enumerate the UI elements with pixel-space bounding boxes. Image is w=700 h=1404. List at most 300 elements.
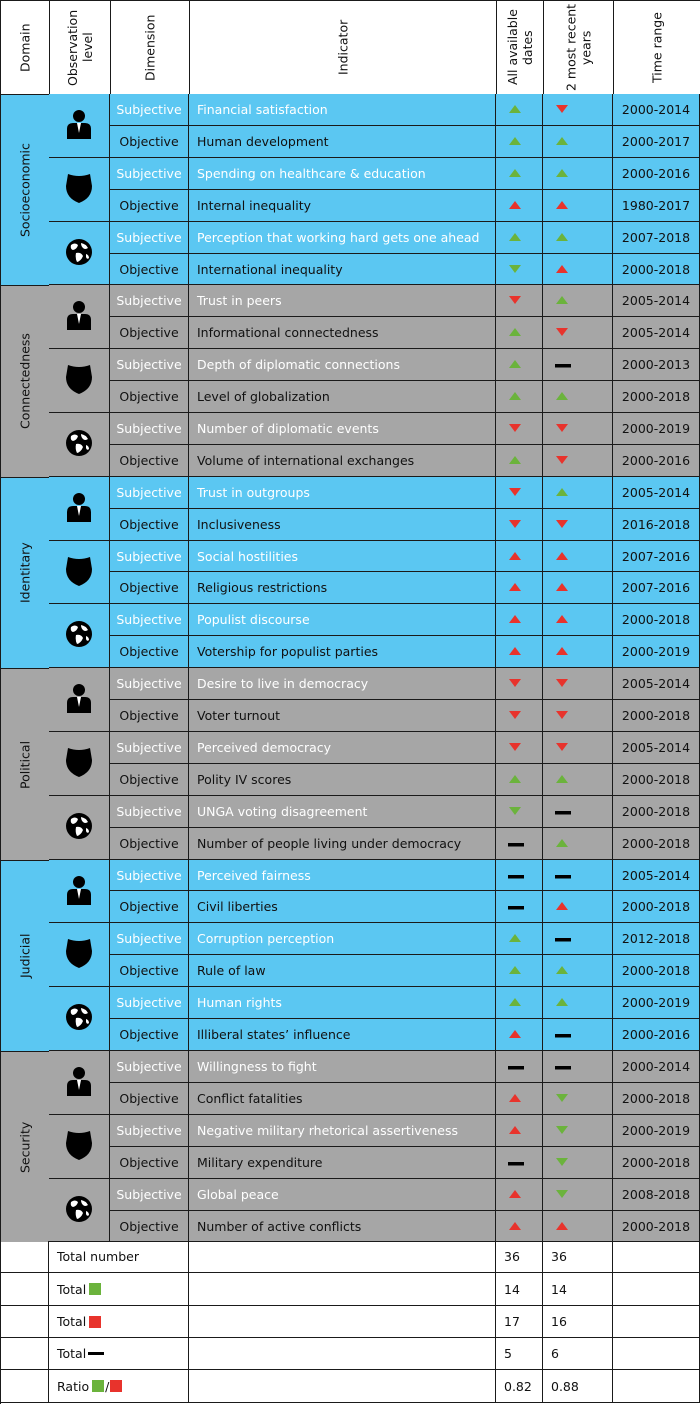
time-range-cell: 2005-2014 — [613, 317, 700, 349]
green-up-arrow-icon — [508, 230, 522, 245]
all-dates-trend-cell — [496, 413, 543, 445]
dimension-cell: Subjective — [110, 923, 189, 955]
totals-recent-value: 36 — [543, 1241, 613, 1273]
red-square-icon — [89, 1316, 101, 1328]
indicator-cell: Illiberal states’ influence — [189, 1019, 496, 1051]
red-up-arrow-icon — [508, 1091, 522, 1106]
all-dates-trend-cell — [496, 636, 543, 668]
observation-level-cell — [49, 923, 110, 987]
recent-years-trend-cell — [543, 509, 613, 541]
green-up-arrow-icon — [508, 325, 522, 340]
red-up-arrow-icon — [508, 580, 522, 595]
black-dash-icon — [555, 1059, 571, 1074]
recent-years-trend-cell — [543, 190, 613, 222]
dimension-cell: Subjective — [110, 413, 189, 445]
time-range-cell: 2007-2016 — [613, 572, 700, 604]
indicator-cell: Votership for populist parties — [189, 636, 496, 668]
dimension-cell: Objective — [110, 955, 189, 987]
empty-cell — [189, 1370, 496, 1403]
time-range-cell: 2000-2013 — [613, 349, 700, 381]
red-square-icon — [110, 1380, 122, 1392]
all-dates-trend-cell — [496, 828, 543, 860]
totals-recent-value: 16 — [543, 1306, 613, 1338]
totals-label-text: Total — [57, 1314, 87, 1329]
person-icon — [66, 1066, 92, 1099]
totals-label-text: Total number — [57, 1249, 139, 1264]
green-up-arrow-icon — [555, 389, 569, 404]
time-range-cell: 2000-2019 — [613, 636, 700, 668]
indicator-cell: Perception that working hard gets one ahead — [189, 222, 496, 254]
red-up-arrow-icon — [508, 1187, 522, 1202]
time-range-cell: 2000-2018 — [613, 1211, 700, 1242]
indicator-cell: Depth of diplomatic connections — [189, 349, 496, 381]
recent-years-trend-cell — [543, 349, 613, 381]
dimension-cell: Subjective — [110, 987, 189, 1019]
recent-years-trend-cell — [543, 700, 613, 732]
observation-level-cell — [49, 94, 110, 158]
person-icon — [66, 683, 92, 716]
indicator-cell: Inclusiveness — [189, 509, 496, 541]
globe-icon — [64, 1002, 94, 1035]
indicator-cell: Number of active conflicts — [189, 1211, 496, 1242]
empty-cell — [189, 1338, 496, 1370]
dimension-cell: Objective — [110, 1019, 189, 1051]
totals-label-text: Ratio — [57, 1378, 90, 1394]
red-up-arrow-icon — [508, 1219, 522, 1234]
empty-cell — [613, 1273, 700, 1306]
totals-recent-value: 0.88 — [543, 1370, 613, 1403]
indicator-cell: Perceived democracy — [189, 732, 496, 764]
time-range-cell: 2000-2018 — [613, 381, 700, 413]
dimension-cell: Objective — [110, 445, 189, 477]
all-dates-trend-cell — [496, 1019, 543, 1051]
green-up-arrow-icon — [555, 134, 569, 149]
empty-cell — [189, 1241, 496, 1273]
time-range-cell: 2000-2019 — [613, 987, 700, 1019]
red-up-arrow-icon — [508, 198, 522, 213]
time-range-cell: 2000-2017 — [613, 126, 700, 158]
header-indicator: Indicator — [189, 0, 496, 94]
shield-icon — [65, 363, 93, 398]
totals-all-dates-value: 5 — [496, 1338, 543, 1370]
domain-label: Socioeconomic — [0, 94, 49, 285]
indicator-cell: Perceived fairness — [189, 860, 496, 891]
totals-label — [49, 1338, 189, 1370]
dimension-cell: Subjective — [110, 1115, 189, 1147]
time-range-cell: 2000-2014 — [613, 94, 700, 126]
totals-label — [49, 1306, 189, 1338]
indicator-cell: Internal inequality — [189, 190, 496, 222]
red-up-arrow-icon — [508, 549, 522, 564]
totals-all-dates-value: 17 — [496, 1306, 543, 1338]
red-down-arrow-icon — [508, 740, 522, 755]
all-dates-trend-cell — [496, 796, 543, 828]
all-dates-trend-cell — [496, 317, 543, 349]
dimension-cell: Objective — [110, 572, 189, 604]
indicator-cell: Financial satisfaction — [189, 94, 496, 126]
observation-level-cell — [49, 413, 110, 477]
recent-years-trend-cell — [543, 923, 613, 955]
indicator-cell: Civil liberties — [189, 891, 496, 923]
observation-level-cell — [49, 222, 110, 285]
observation-level-cell — [49, 860, 110, 923]
recent-years-trend-cell — [543, 1211, 613, 1242]
domain-label: Connectedness — [0, 285, 49, 477]
person-icon — [66, 875, 92, 908]
green-square-icon — [89, 1283, 101, 1295]
green-down-arrow-icon — [555, 1091, 569, 1106]
all-dates-trend-cell — [496, 732, 543, 764]
recent-years-trend-cell — [543, 764, 613, 796]
indicator-cell: Human rights — [189, 987, 496, 1019]
black-dash-icon — [88, 1352, 104, 1355]
indicator-cell: Level of globalization — [189, 381, 496, 413]
observation-level-cell — [49, 1115, 110, 1179]
all-dates-trend-cell — [496, 222, 543, 254]
dimension-cell: Objective — [110, 700, 189, 732]
observation-level-cell — [49, 158, 110, 222]
indicator-cell: Religious restrictions — [189, 572, 496, 604]
green-up-arrow-icon — [508, 995, 522, 1010]
all-dates-trend-cell — [496, 1179, 543, 1211]
dimension-cell: Objective — [110, 254, 189, 285]
all-dates-trend-cell — [496, 700, 543, 732]
totals-all-dates-value: 14 — [496, 1273, 543, 1306]
totals-recent-value: 14 — [543, 1273, 613, 1306]
black-dash-icon — [555, 868, 571, 883]
empty-cell — [0, 1306, 49, 1338]
red-down-arrow-icon — [508, 485, 522, 500]
red-up-arrow-icon — [555, 644, 569, 659]
red-down-arrow-icon — [555, 102, 569, 117]
globe-icon — [64, 1194, 94, 1227]
green-square-icon — [92, 1380, 104, 1392]
recent-years-trend-cell — [543, 541, 613, 572]
time-range-cell: 2000-2018 — [613, 604, 700, 636]
black-dash-icon — [555, 804, 571, 819]
green-up-arrow-icon — [555, 485, 569, 500]
all-dates-trend-cell — [496, 509, 543, 541]
time-range-cell: 2000-2018 — [613, 1147, 700, 1179]
green-down-arrow-icon — [555, 1187, 569, 1202]
header-dimension: Dimension — [110, 0, 189, 94]
totals-label — [49, 1273, 189, 1306]
time-range-cell: 2000-2018 — [613, 891, 700, 923]
dimension-cell: Objective — [110, 764, 189, 796]
empty-cell — [0, 1241, 49, 1273]
green-up-arrow-icon — [555, 166, 569, 181]
dimension-cell: Objective — [110, 1083, 189, 1115]
time-range-cell: 1980-2017 — [613, 190, 700, 222]
dimension-cell: Objective — [110, 828, 189, 860]
time-range-cell: 2000-2014 — [613, 1051, 700, 1083]
recent-years-trend-cell — [543, 828, 613, 860]
person-icon — [66, 300, 92, 333]
red-down-arrow-icon — [555, 676, 569, 691]
recent-years-trend-cell — [543, 126, 613, 158]
red-up-arrow-icon — [508, 612, 522, 627]
all-dates-trend-cell — [496, 987, 543, 1019]
time-range-cell: 2000-2018 — [613, 1083, 700, 1115]
recent-years-trend-cell — [543, 955, 613, 987]
green-up-arrow-icon — [508, 963, 522, 978]
dimension-cell: Objective — [110, 317, 189, 349]
totals-recent-value: 6 — [543, 1338, 613, 1370]
green-up-arrow-icon — [508, 772, 522, 787]
green-up-arrow-icon — [555, 995, 569, 1010]
all-dates-trend-cell — [496, 1083, 543, 1115]
recent-years-trend-cell — [543, 668, 613, 700]
time-range-cell: 2005-2014 — [613, 668, 700, 700]
red-up-arrow-icon — [555, 262, 569, 277]
all-dates-trend-cell — [496, 1147, 543, 1179]
time-range-cell: 2000-2016 — [613, 445, 700, 477]
red-down-arrow-icon — [555, 708, 569, 723]
green-up-arrow-icon — [508, 134, 522, 149]
recent-years-trend-cell — [543, 732, 613, 764]
time-range-cell: 2005-2014 — [613, 732, 700, 764]
totals-all-dates-value: 0.82 — [496, 1370, 543, 1403]
recent-years-trend-cell — [543, 1019, 613, 1051]
green-down-arrow-icon — [555, 1155, 569, 1170]
shield-icon — [65, 555, 93, 590]
empty-cell — [189, 1273, 496, 1306]
empty-cell — [613, 1370, 700, 1403]
time-range-cell: 2016-2018 — [613, 509, 700, 541]
time-range-cell: 2000-2018 — [613, 254, 700, 285]
all-dates-trend-cell — [496, 955, 543, 987]
header-all-available-dates: All available dates — [496, 0, 543, 94]
indicator-cell: Trust in outgroups — [189, 477, 496, 509]
green-up-arrow-icon — [555, 772, 569, 787]
recent-years-trend-cell — [543, 796, 613, 828]
recent-years-trend-cell — [543, 381, 613, 413]
green-up-arrow-icon — [508, 102, 522, 117]
black-dash-icon — [508, 1059, 524, 1074]
dimension-cell: Subjective — [110, 94, 189, 126]
indicator-cell: Desire to live in democracy — [189, 668, 496, 700]
globe-icon — [64, 428, 94, 461]
domain-label: Security — [0, 1051, 49, 1242]
indicator-cell: Global peace — [189, 1179, 496, 1211]
shield-icon — [65, 937, 93, 972]
green-down-arrow-icon — [508, 804, 522, 819]
totals-label-text: Total — [57, 1346, 87, 1361]
dimension-cell: Objective — [110, 126, 189, 158]
indicator-cell: Polity IV scores — [189, 764, 496, 796]
red-up-arrow-icon — [508, 1123, 522, 1138]
observation-level-cell — [49, 987, 110, 1051]
indicator-cell: Volume of international exchanges — [189, 445, 496, 477]
all-dates-trend-cell — [496, 1211, 543, 1242]
empty-cell — [189, 1306, 496, 1338]
time-range-cell: 2000-2018 — [613, 764, 700, 796]
all-dates-trend-cell — [496, 923, 543, 955]
red-down-arrow-icon — [555, 325, 569, 340]
header-domain: Domain — [0, 0, 49, 94]
indicator-cell: Corruption perception — [189, 923, 496, 955]
black-dash-icon — [555, 931, 571, 946]
all-dates-trend-cell — [496, 381, 543, 413]
indicator-cell: Conflict fatalities — [189, 1083, 496, 1115]
recent-years-trend-cell — [543, 1147, 613, 1179]
person-icon — [66, 492, 92, 525]
black-dash-icon — [555, 1027, 571, 1042]
dimension-cell: Subjective — [110, 158, 189, 190]
indicator-cell: Social hostilities — [189, 541, 496, 572]
all-dates-trend-cell — [496, 891, 543, 923]
red-down-arrow-icon — [508, 293, 522, 308]
observation-level-cell — [49, 349, 110, 413]
indicator-cell: Voter turnout — [189, 700, 496, 732]
recent-years-trend-cell — [543, 891, 613, 923]
header-observation-level: Observation level — [49, 0, 110, 94]
observation-level-cell — [49, 668, 110, 732]
globe-icon — [64, 811, 94, 844]
observation-level-cell — [49, 477, 110, 541]
empty-cell — [0, 1338, 49, 1370]
all-dates-trend-cell — [496, 764, 543, 796]
dimension-cell: Objective — [110, 1147, 189, 1179]
all-dates-trend-cell — [496, 1115, 543, 1147]
recent-years-trend-cell — [543, 413, 613, 445]
red-down-arrow-icon — [508, 676, 522, 691]
time-range-cell: 2005-2014 — [613, 477, 700, 509]
dimension-cell: Objective — [110, 891, 189, 923]
recent-years-trend-cell — [543, 285, 613, 317]
all-dates-trend-cell — [496, 604, 543, 636]
all-dates-trend-cell — [496, 1051, 543, 1083]
recent-years-trend-cell — [543, 860, 613, 891]
shield-icon — [65, 746, 93, 781]
indicator-cell: Negative military rhetorical assertiveness — [189, 1115, 496, 1147]
dimension-cell: Subjective — [110, 796, 189, 828]
black-dash-icon — [508, 899, 524, 914]
indicator-cell: Informational connectedness — [189, 317, 496, 349]
domain-label: Judicial — [0, 860, 49, 1051]
recent-years-trend-cell — [543, 254, 613, 285]
observation-level-cell — [49, 285, 110, 349]
person-icon — [66, 109, 92, 142]
empty-cell — [0, 1273, 49, 1306]
shield-icon — [65, 172, 93, 207]
time-range-cell: 2005-2014 — [613, 285, 700, 317]
all-dates-trend-cell — [496, 349, 543, 381]
empty-cell — [613, 1241, 700, 1273]
indicator-cell: Trust in peers — [189, 285, 496, 317]
observation-level-cell — [49, 604, 110, 668]
indicator-cell: Spending on healthcare & education — [189, 158, 496, 190]
green-down-arrow-icon — [555, 1123, 569, 1138]
green-down-arrow-icon — [508, 262, 522, 277]
time-range-cell: 2000-2018 — [613, 828, 700, 860]
green-up-arrow-icon — [508, 357, 522, 372]
indicator-cell: Number of diplomatic events — [189, 413, 496, 445]
green-up-arrow-icon — [508, 931, 522, 946]
red-down-arrow-icon — [555, 517, 569, 532]
red-down-arrow-icon — [555, 421, 569, 436]
all-dates-trend-cell — [496, 158, 543, 190]
ratio-slash: / — [105, 1378, 110, 1394]
recent-years-trend-cell — [543, 222, 613, 254]
all-dates-trend-cell — [496, 860, 543, 891]
indicator-cell: Human development — [189, 126, 496, 158]
recent-years-trend-cell — [543, 158, 613, 190]
green-up-arrow-icon — [508, 166, 522, 181]
red-up-arrow-icon — [508, 644, 522, 659]
dimension-cell: Subjective — [110, 860, 189, 891]
time-range-cell: 2000-2018 — [613, 796, 700, 828]
all-dates-trend-cell — [496, 254, 543, 285]
red-up-arrow-icon — [555, 612, 569, 627]
dimension-cell: Subjective — [110, 541, 189, 572]
time-range-cell: 2000-2018 — [613, 955, 700, 987]
red-down-arrow-icon — [555, 740, 569, 755]
dimension-cell: Subjective — [110, 285, 189, 317]
recent-years-trend-cell — [543, 1051, 613, 1083]
recent-years-trend-cell — [543, 445, 613, 477]
recent-years-trend-cell — [543, 94, 613, 126]
red-up-arrow-icon — [555, 549, 569, 564]
all-dates-trend-cell — [496, 541, 543, 572]
all-dates-trend-cell — [496, 445, 543, 477]
all-dates-trend-cell — [496, 572, 543, 604]
empty-cell — [613, 1306, 700, 1338]
dimension-cell: Subjective — [110, 1179, 189, 1211]
black-dash-icon — [508, 868, 524, 883]
time-range-cell: 2005-2014 — [613, 860, 700, 891]
recent-years-trend-cell — [543, 604, 613, 636]
recent-years-trend-cell — [543, 987, 613, 1019]
red-up-arrow-icon — [508, 1027, 522, 1042]
dimension-cell: Subjective — [110, 668, 189, 700]
time-range-cell: 2007-2018 — [613, 222, 700, 254]
empty-cell — [613, 1338, 700, 1370]
dimension-cell: Objective — [110, 190, 189, 222]
dimension-cell: Objective — [110, 636, 189, 668]
observation-level-cell — [49, 732, 110, 796]
red-down-arrow-icon — [508, 708, 522, 723]
recent-years-trend-cell — [543, 317, 613, 349]
all-dates-trend-cell — [496, 94, 543, 126]
dimension-cell: Objective — [110, 381, 189, 413]
red-up-arrow-icon — [555, 198, 569, 213]
time-range-cell: 2012-2018 — [613, 923, 700, 955]
globe-icon — [64, 619, 94, 652]
dimension-cell: Objective — [110, 509, 189, 541]
empty-cell — [0, 1370, 49, 1403]
time-range-cell: 2000-2016 — [613, 158, 700, 190]
all-dates-trend-cell — [496, 190, 543, 222]
red-up-arrow-icon — [555, 899, 569, 914]
indicator-cell: Number of people living under democracy — [189, 828, 496, 860]
green-up-arrow-icon — [555, 230, 569, 245]
green-up-arrow-icon — [508, 389, 522, 404]
observation-level-cell — [49, 541, 110, 604]
time-range-cell: 2008-2018 — [613, 1179, 700, 1211]
green-up-arrow-icon — [555, 963, 569, 978]
dimension-cell: Subjective — [110, 349, 189, 381]
dimension-cell: Subjective — [110, 1051, 189, 1083]
recent-years-trend-cell — [543, 1115, 613, 1147]
recent-years-trend-cell — [543, 572, 613, 604]
indicator-cell: International inequality — [189, 254, 496, 285]
dimension-cell: Subjective — [110, 732, 189, 764]
all-dates-trend-cell — [496, 126, 543, 158]
all-dates-trend-cell — [496, 285, 543, 317]
domain-label: Identitary — [0, 477, 49, 668]
red-down-arrow-icon — [508, 421, 522, 436]
